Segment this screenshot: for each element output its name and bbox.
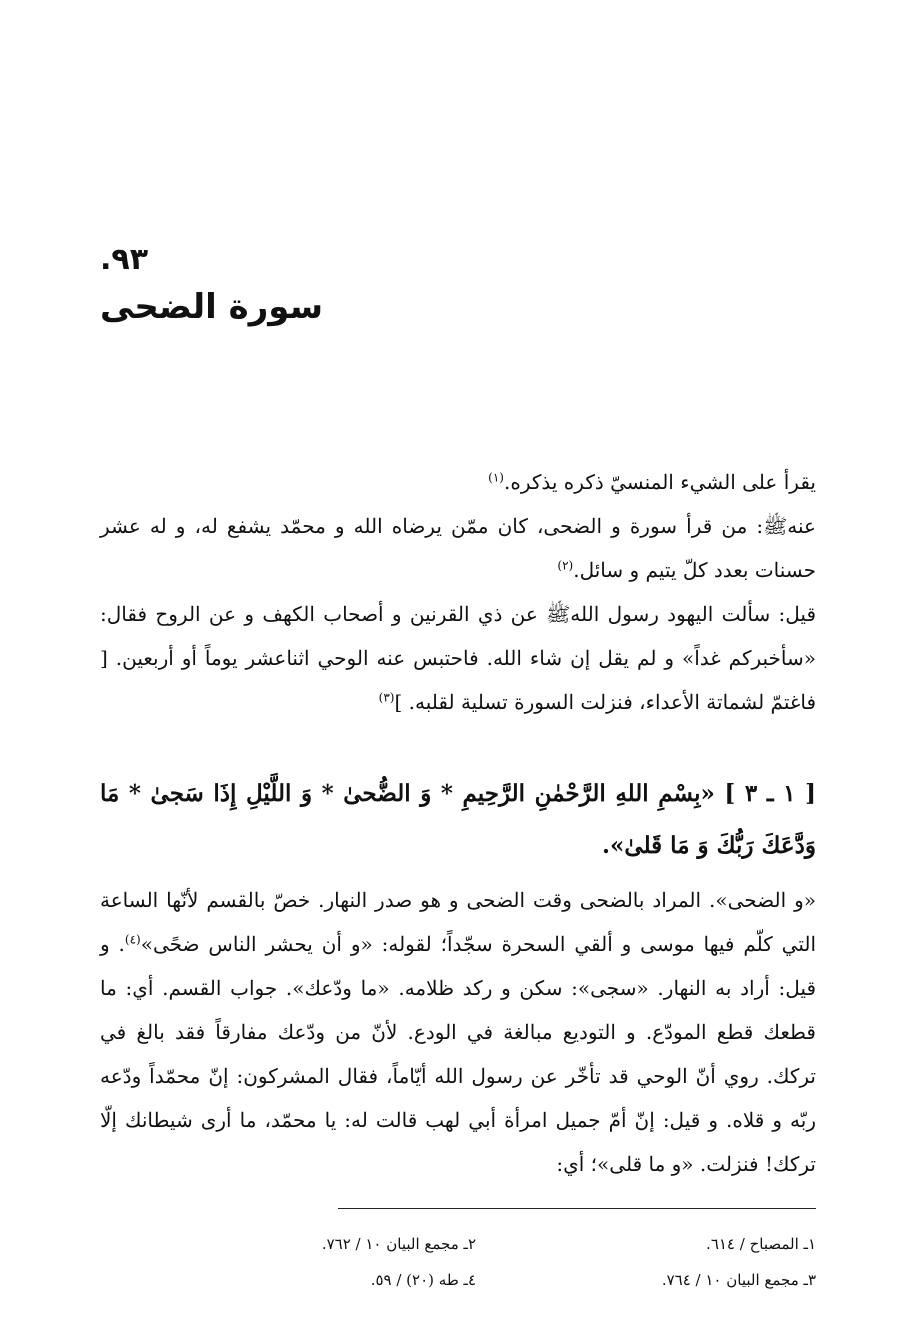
- commentary-paragraph: [100, 878, 816, 1186]
- footnote-divider: [338, 1208, 816, 1209]
- commentary-section: [100, 878, 816, 1186]
- footnote-row-2: [100, 1262, 816, 1298]
- intro-paragraph-3: [100, 592, 816, 724]
- intro-text-2: عنهﷺ: من قرأ سورة و الضحى، كان ممّن يرضاه الله و محمّد يشفع له، و له عشر حسنات بعدد كلّ يتيم و سائل.: [100, 514, 816, 582]
- intro-paragraph-2: [100, 504, 816, 592]
- footnote-ref-3[interactable]: (٣): [378, 690, 395, 705]
- surah-number: ٩٣.: [100, 242, 149, 277]
- commentary-text-2: . و قيل: أراد به النهار. «سجى»: سكن و ركد ظلامه. «ما ودّعك». جواب القسم. أي: ما قطعك قطع المودّع. و التوديع مبالغة في الودع. لأنّ من ودّعك مفارقاً فقد بالغ في تركك. روي أنّ الوحي قد تأخّر عن رسول الله أيّاماً، فقال المشركون: إنّ محمّداً ودّعه ربّه و قلاه. و قيل: إنّ أمّ جميل امرأة أبي لهب قالت له: يا محمّد، ما أرى شيطانك إلّا تركك! فنزلت. «و ما قلى»؛ أي:: [100, 932, 816, 1176]
- intro-text-1: يقرأ على الشيء المنسيّ ذكره يذكره.: [503, 470, 816, 494]
- footnote-4: ٤ـ طه (٢٠) / ٥٩.: [370, 1271, 476, 1289]
- intro-section: [100, 460, 816, 724]
- footnote-ref-4[interactable]: (٤): [124, 932, 141, 947]
- commentary-text-1: «و الضحى». المراد بالضحى وقت الضحى و هو صدر النهار. خصّ بالقسم لأنّها الساعة التي كلّم فيها موسى و ألقي السحرة سجّداً؛ لقوله: «و أن يحشر الناس ضحًى»: [100, 888, 817, 956]
- intro-paragraph-1: [100, 460, 816, 504]
- footnote-1: ١ـ المصباح / ٦١٤.: [706, 1235, 816, 1253]
- surah-title: سورة الضحى: [100, 287, 324, 327]
- verse-block: [100, 768, 816, 872]
- footnote-3: ٣ـ مجمع البيان ١٠ / ٧٦٤.: [661, 1271, 816, 1289]
- footnote-2: ٢ـ مجمع البيان ١٠ / ٧٦٢.: [321, 1235, 476, 1253]
- footnote-ref-1[interactable]: (١): [488, 470, 504, 485]
- footnote-row-1: [100, 1226, 816, 1262]
- footnote-ref-2[interactable]: (٢): [557, 558, 574, 573]
- intro-text-3: قيل: سألت اليهود رسول اللهﷺ عن ذي القرنين و أصحاب الكهف و عن الروح فقال: «سأخبركم غداً» و لم يقل إن شاء الله. فاحتبس عنه الوحي اثناعشر يوماً أو أربعين. [ فاغتمّ لشماتة الأعداء، فنزلت السورة تسلية لقلبه. ]: [100, 602, 816, 714]
- verse-text: [ ١ ـ ٣ ] «بِسْمِ اللهِ الرَّحْمٰنِ الرَّحِيمِ * وَ الضُّحىٰ * وَ اللَّيْلِ إِذَا سَجىٰ * مَا وَدَّعَكَ رَبُّكَ وَ مَا قَلىٰ».: [100, 780, 816, 859]
- footnotes: [100, 1226, 816, 1298]
